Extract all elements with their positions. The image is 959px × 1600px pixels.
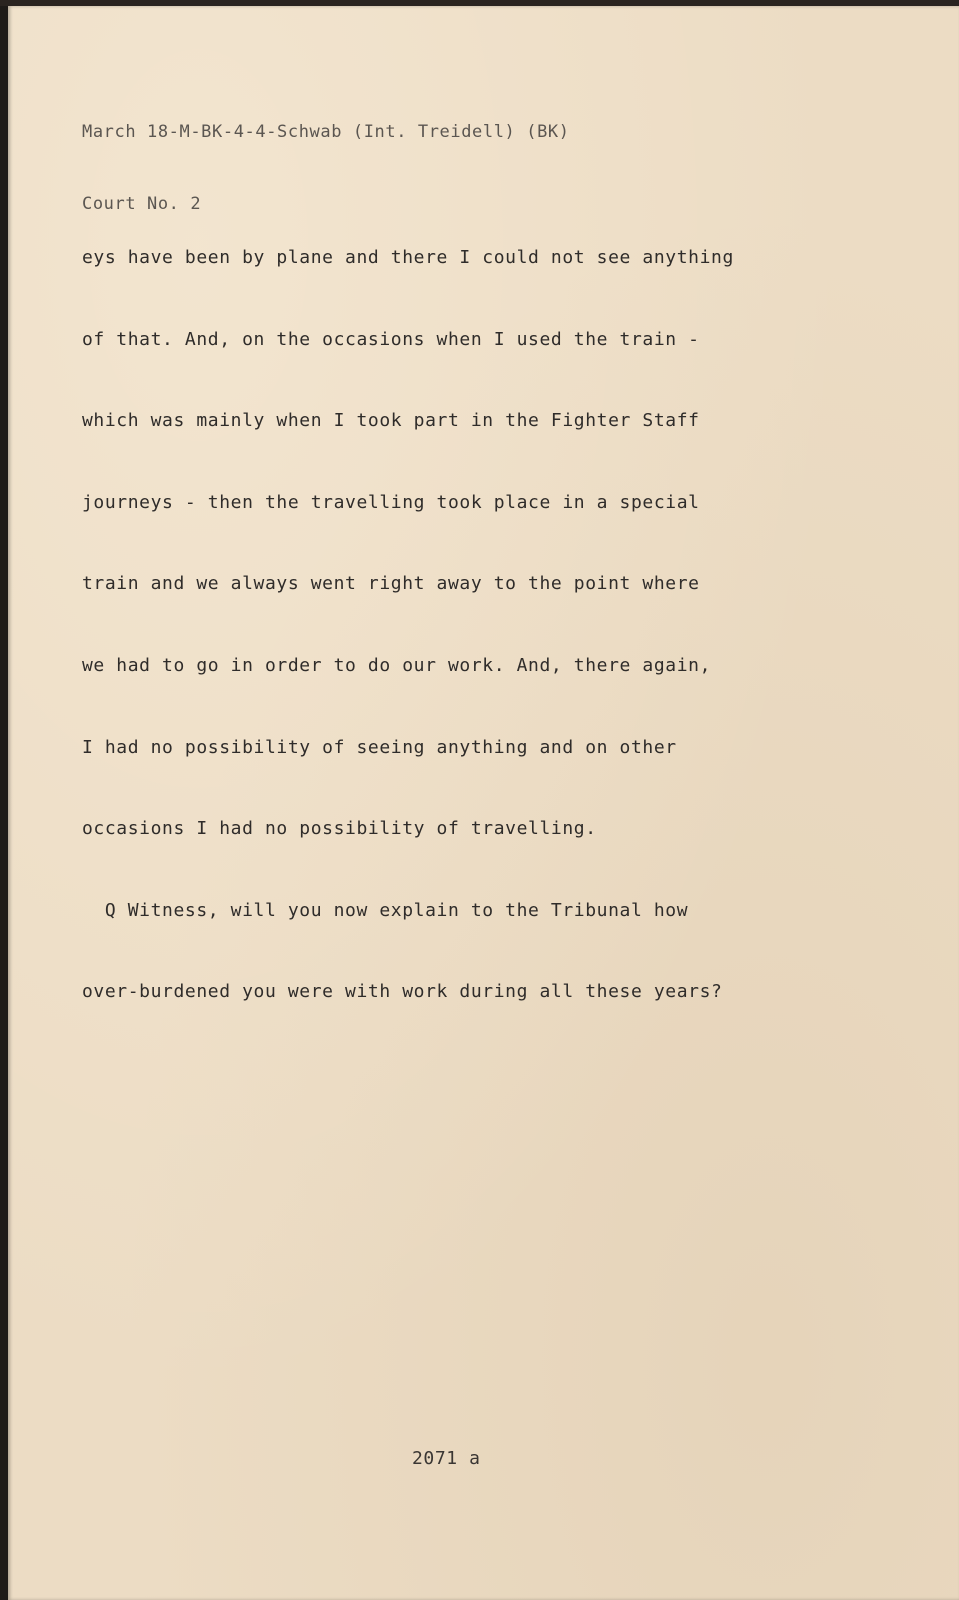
header-line-1: March 18-M-BK-4-4-Schwab (Int. Treidell) (BK)	[82, 122, 570, 142]
body-line: of that. And, on the occasions when I used the train -	[82, 328, 700, 350]
question-line: Q Witness, will you now explain to the Tribunal how	[82, 899, 689, 921]
body-line: eys have been by plane and there I could not see anything	[82, 247, 734, 268]
page-number: 2071 a	[412, 1448, 481, 1469]
header-line-2: Court No. 2	[82, 194, 202, 214]
body-line: we had to go in order to do our work. And, there again,	[82, 654, 712, 676]
body-line: train and we always went right away to the point where	[82, 573, 700, 595]
body-line: journeys - then the travelling took place in a special	[82, 491, 700, 513]
transcript-body	[82, 196, 734, 1033]
body-line: I had no possibility of seeing anything and on other	[82, 736, 677, 758]
body-line: over-burdened you were with work during all these years?	[82, 981, 723, 1003]
body-line: occasions I had no possibility of travelling.	[82, 818, 597, 840]
body-line: which was mainly when I took part in the Fighter Staff	[82, 410, 700, 432]
